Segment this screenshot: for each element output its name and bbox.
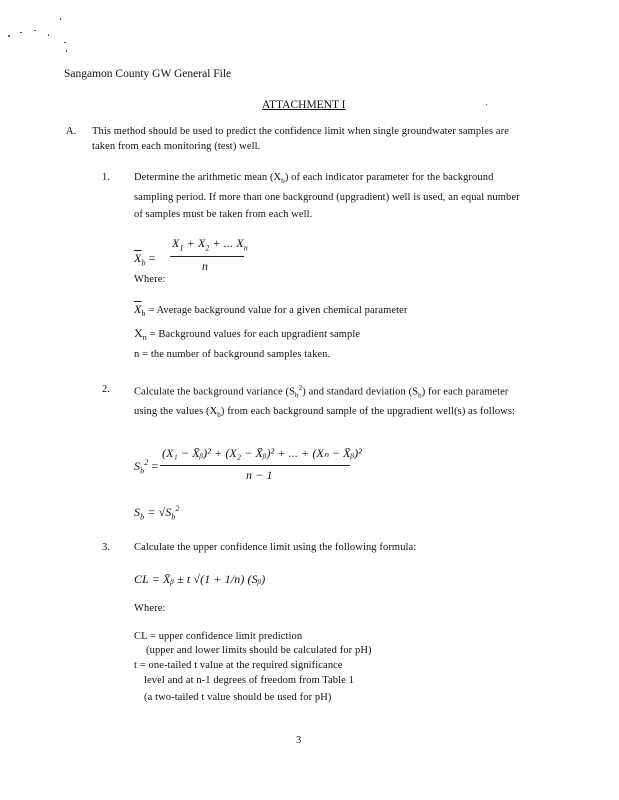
confidence-limit-formula: CL = X̄ᵦ ± t √(1 + 1/n) (Sᵦ) bbox=[134, 572, 266, 586]
std-dev-rhs: = √S bbox=[147, 505, 172, 519]
step-2-line-1-a: Calculate the background variance (S bbox=[134, 386, 296, 398]
scan-mark bbox=[486, 104, 487, 105]
def-1-text: = Average background value for a given chemical parameter bbox=[148, 305, 408, 316]
page-number: 3 bbox=[296, 735, 302, 746]
step-1-line-1-sub: b bbox=[281, 177, 285, 186]
scan-mark bbox=[60, 18, 61, 20]
scan-mark bbox=[64, 42, 66, 43]
step-3-def-1: CL = upper confidence limit prediction bbox=[134, 631, 303, 642]
mean-num-sub2: 2 bbox=[205, 243, 210, 253]
mean-num-sub1: 1 bbox=[179, 243, 184, 253]
scan-mark bbox=[8, 35, 10, 37]
mean-lhs-sub: b bbox=[141, 258, 146, 268]
def-2-sub: n bbox=[142, 333, 147, 343]
step-3-where: Where: bbox=[134, 603, 166, 614]
step-1-line-1 bbox=[134, 172, 493, 185]
mean-equals: = bbox=[148, 251, 156, 265]
def-1-symbol: $\overline{X}$ bbox=[134, 302, 142, 316]
step-2-line-2-sub: b bbox=[217, 411, 221, 420]
step-1-number: 1. bbox=[102, 172, 111, 183]
mean-formula-denominator: n bbox=[202, 259, 209, 273]
variance-fraction-bar bbox=[160, 465, 350, 466]
std-dev-rhs-sub: b bbox=[171, 512, 176, 522]
step-3-def-1b: (upper and lower limits should be calculated for pH) bbox=[146, 645, 372, 656]
mean-num-plus: + X bbox=[186, 236, 206, 250]
step-1-line-2: sampling period. If more than one background (upgradient) well is used, an equal number bbox=[134, 192, 520, 203]
section-a-label: A. bbox=[66, 126, 77, 137]
step-1-def-3: n = the number of background samples taken. bbox=[134, 349, 331, 360]
step-1-line-3: of samples must be taken from each well. bbox=[134, 209, 313, 220]
std-dev-rhs-sup: 2 bbox=[175, 504, 180, 513]
section-a-line-1: This method should be used to predict the confidence limit when single groundwater samples are bbox=[92, 126, 510, 137]
step-2-line-1-c: ) for each parameter bbox=[421, 386, 509, 398]
mean-lhs-symbol: $\overline{X}$ bbox=[134, 251, 142, 265]
step-3-line-1: Calculate the upper confidence limit using the following formula: bbox=[134, 542, 417, 553]
std-dev-formula bbox=[134, 504, 180, 521]
step-2-number: 2. bbox=[102, 384, 111, 395]
step-1-def-2 bbox=[134, 326, 360, 342]
variance-lhs-sub: b bbox=[140, 466, 145, 476]
def-2-symbol: X bbox=[134, 326, 143, 340]
variance-equals: = bbox=[151, 459, 159, 473]
step-3-number: 3. bbox=[102, 542, 111, 553]
step-2-line-2-b: ) from each background sample of the upgradient well(s) as follows: bbox=[220, 406, 516, 417]
def-2-text: = Background values for each upgradient sample bbox=[149, 329, 361, 340]
step-2-line-1-sub2: b bbox=[418, 391, 422, 400]
step-1-line-1-a: Determine the arithmetic mean (X bbox=[134, 172, 282, 183]
mean-num-sub3: n bbox=[243, 243, 248, 253]
def-1-sub: b bbox=[141, 309, 146, 319]
step-3-def-2b: level and at n-1 degrees of freedom from Table 1 bbox=[144, 675, 354, 686]
scan-mark bbox=[34, 30, 36, 31]
variance-lhs bbox=[134, 458, 158, 475]
std-dev-lhs-sub: b bbox=[140, 512, 145, 522]
step-2-line-2 bbox=[134, 406, 515, 419]
step-2-line-1-sup: 2 bbox=[298, 384, 303, 392]
mean-num-rest: + ... X bbox=[212, 236, 244, 250]
mean-fraction-bar bbox=[170, 256, 244, 257]
std-dev-lhs: S bbox=[134, 505, 141, 519]
variance-denominator: n − 1 bbox=[246, 468, 273, 482]
mean-formula-lhs bbox=[134, 251, 156, 267]
variance-numerator: (X₁ − X̄ᵦ)² + (X₂ − X̄ᵦ)² + ... + (Xₙ − X̄ᵦ)² bbox=[162, 446, 362, 460]
step-2-line-2-a: using the values (X bbox=[134, 406, 218, 417]
mean-num-x1: X bbox=[172, 236, 180, 250]
section-a-line-2: taken from each monitoring (test) well. bbox=[92, 141, 261, 152]
step-1-def-1 bbox=[134, 302, 408, 318]
file-title: Sangamon County GW General File bbox=[64, 68, 232, 80]
scan-mark bbox=[66, 50, 67, 52]
step-3-def-2: t = one-tailed t value at the required significance bbox=[134, 660, 343, 671]
step-2-line-1-sub: b bbox=[295, 391, 299, 400]
step-3-def-2c: (a two-tailed t value should be used for pH) bbox=[144, 692, 332, 703]
step-1-line-1-b: ) of each indicator parameter for the background bbox=[284, 172, 494, 183]
variance-lhs-sup: 2 bbox=[144, 458, 149, 467]
scan-mark bbox=[48, 34, 49, 36]
scan-mark bbox=[20, 32, 22, 33]
step-2-line-1-b: ) and standard deviation (S bbox=[302, 386, 419, 398]
step-1-where: Where: bbox=[134, 274, 166, 285]
attachment-title: ATTACHMENT I bbox=[262, 99, 346, 111]
variance-lhs-symbol: S bbox=[134, 459, 141, 473]
mean-formula-numerator bbox=[172, 236, 248, 252]
step-2-line-1 bbox=[134, 384, 509, 400]
